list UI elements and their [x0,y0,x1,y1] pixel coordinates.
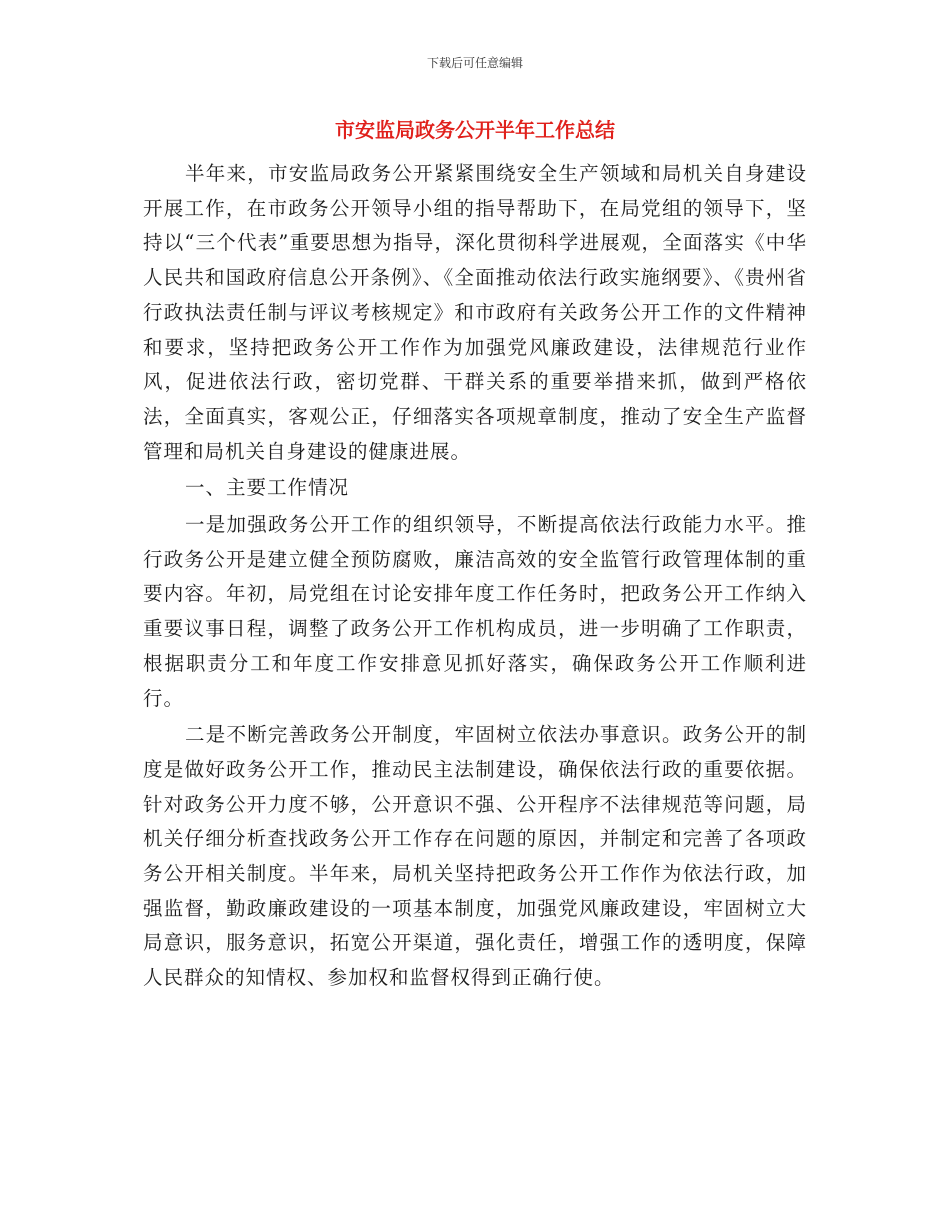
paragraph-point-one: 一是加强政务公开工作的组织领导，不断提高依法行政能力水平。推行政务公开是建立健全预防腐败，廉洁高效的安全监管行政管理体制的重要内容。年初，局党组在讨论安排年度工作任务时，把政务公开工作纳入重要议事日程，调整了政务公开工作机构成员，进一步明确了工作职责，根据职责分工和年度工作安排意见抓好落实，确保政务公开工作顺利进行。 [143,513,807,710]
document-body [143,157,807,996]
download-note: 下载后可任意编辑 [426,56,523,70]
paragraph-point-two: 二是不断完善政务公开制度，牢固树立依法办事意识。政务公开的制度是做好政务公开工作，推动民主法制建设，确保依法行政的重要依据。针对政务公开力度不够，公开意识不强、公开程序不法律规范等问题，局机关仔细分析查找政务公开工作存在问题的原因，并制定和完善了各项政务公开相关制度。半年来，局机关坚持把政务公开工作作为依法行政，加强监督，勤政廉政建设的一项基本制度，加强党风廉政建设，牢固树立大局意识，服务意识，拓宽公开渠道，强化责任，增强工作的透明度，保障人民群众的知情权、参加权和监督权得到正确行使。 [143,723,807,990]
section-heading-main-work: 一、主要工作情况 [185,476,350,500]
paragraph-intro: 半年来，市安监局政务公开紧紧围绕安全生产领域和局机关自身建设开展工作，在市政务公开领导小组的指导帮助下，在局党组的领导下，坚持以“三个代表”重要思想为指导，深化贯彻科学进展观，全面落实《中华人民共和国政府信息公开条例》、《全面推动依法行政实施纲要》、《贵州省行政执法责任制与评议考核规定》和市政府有关政务公开工作的文件精神和要求，坚持把政务公开工作作为加强党风廉政建设，法律规范行业作风，促进依法行政，密切党群、干群关系的重要举措来抓，做到严格依法，全面真实，客观公正，仔细落实各项规章制度，推动了安全生产监督管理和局机关自身建设的健康进展。 [143,162,807,463]
document-title: 市安监局政务公开半年工作总结 [335,118,615,142]
